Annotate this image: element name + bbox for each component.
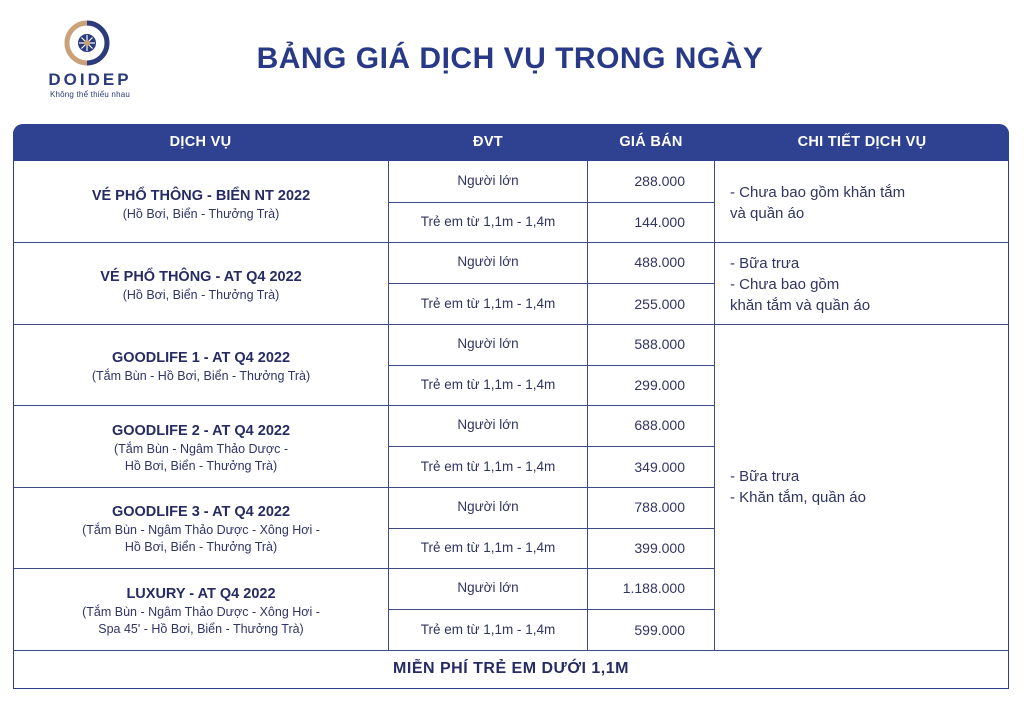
grid-line	[714, 161, 715, 650]
price-child: 599.000	[634, 622, 685, 638]
service-name: GOODLIFE 3 - AT Q4 2022	[111, 504, 291, 520]
unit-child: Trẻ em từ 1,1m - 1,4m	[420, 622, 556, 637]
service-description: (Tắm Bùn - Hồ Bơi, Biển - Thưởng Trà)	[91, 369, 311, 383]
header-service: DỊCH VỤ	[169, 134, 232, 150]
detail-line: - Khăn tắm, quần áo	[730, 489, 866, 506]
table-row	[14, 421, 388, 475]
price-child: 349.000	[634, 459, 685, 475]
service-description: Spa 45' - Hồ Bơi, Biển - Thưởng Trà)	[98, 622, 304, 636]
price-adult: 688.000	[634, 417, 685, 433]
table-row	[14, 186, 388, 223]
detail-line: và quần áo	[730, 205, 805, 222]
brand-tagline: Không thể thiếu nhau	[49, 90, 131, 99]
service-description: (Tắm Bùn - Ngâm Thảo Dược - Xông Hơi -	[82, 605, 320, 619]
service-description: Hồ Bơi, Biển - Thưởng Trà)	[124, 540, 278, 554]
service-name: VÉ PHỔ THÔNG - AT Q4 2022	[100, 269, 302, 285]
unit-adult: Người lớn	[457, 417, 519, 432]
service-description: (Tắm Bùn - Ngâm Thảo Dược - Xông Hơi -	[82, 523, 320, 537]
unit-child: Trẻ em từ 1,1m - 1,4m	[420, 296, 556, 311]
detail-line: - Chưa bao gồm	[730, 276, 840, 293]
detail-line: - Bữa trưa	[730, 468, 800, 485]
brand-logo	[40, 20, 140, 102]
service-detail	[730, 253, 1000, 316]
header-unit: ĐVT	[473, 134, 503, 150]
unit-adult: Người lớn	[457, 580, 519, 595]
price-adult: 1.188.000	[622, 580, 685, 596]
service-description: (Hồ Bơi, Biển - Thưởng Trà)	[122, 288, 280, 302]
unit-adult: Người lớn	[457, 336, 519, 351]
detail-line: - Bữa trưa	[730, 255, 800, 272]
table-row	[14, 584, 388, 638]
detail-line: - Chưa bao gồm khăn tắm	[730, 184, 906, 201]
service-name: LUXURY - AT Q4 2022	[126, 586, 276, 602]
price-child: 299.000	[634, 377, 685, 393]
header-detail: CHI TIẾT DỊCH VỤ	[797, 134, 927, 150]
service-name: GOODLIFE 2 - AT Q4 2022	[111, 423, 291, 439]
price-adult: 788.000	[634, 499, 685, 515]
service-description: (Tắm Bùn - Ngâm Thảo Dược -	[113, 442, 289, 456]
service-detail	[730, 466, 1000, 508]
brand-name: DOIDEP	[48, 70, 132, 89]
unit-child: Trẻ em từ 1,1m - 1,4m	[420, 540, 556, 555]
unit-child: Trẻ em từ 1,1m - 1,4m	[420, 214, 556, 229]
unit-adult: Người lớn	[457, 173, 519, 188]
price-child: 144.000	[634, 214, 685, 230]
service-description: Hồ Bơi, Biển - Thưởng Trà)	[124, 459, 278, 473]
free-children-note: MIỄN PHÍ TRẺ EM DƯỚI 1,1M	[393, 660, 629, 677]
price-adult: 488.000	[634, 254, 685, 270]
service-name: GOODLIFE 1 - AT Q4 2022	[111, 350, 291, 366]
service-description: (Hồ Bơi, Biển - Thưởng Trà)	[122, 207, 280, 221]
unit-child: Trẻ em từ 1,1m - 1,4m	[420, 459, 556, 474]
table-row	[14, 502, 388, 556]
table-row	[14, 348, 388, 385]
service-detail	[730, 182, 1000, 224]
page-title: BẢNG GIÁ DỊCH VỤ TRONG NGÀY	[256, 42, 764, 75]
unit-child: Trẻ em từ 1,1m - 1,4m	[420, 377, 556, 392]
price-adult: 588.000	[634, 336, 685, 352]
price-child: 255.000	[634, 296, 685, 312]
unit-adult: Người lớn	[457, 254, 519, 269]
detail-line: khăn tắm và quần áo	[730, 297, 871, 314]
unit-adult: Người lớn	[457, 499, 519, 514]
header-price: GIÁ BÁN	[619, 134, 683, 150]
service-name: VÉ PHỔ THÔNG - BIỂN NT 2022	[91, 188, 311, 204]
price-adult: 288.000	[634, 173, 685, 189]
table-row	[14, 267, 388, 304]
price-child: 399.000	[634, 540, 685, 556]
table-header	[13, 124, 1009, 161]
logo-sun-emblem-icon	[64, 20, 110, 66]
